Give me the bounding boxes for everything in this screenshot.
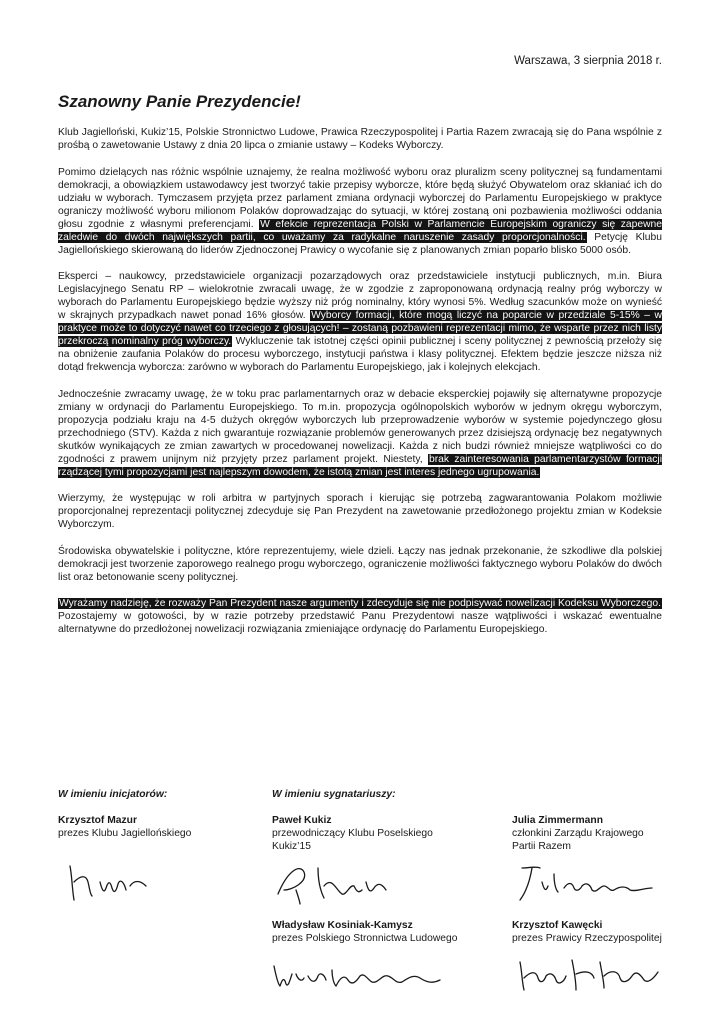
highlighted-text: Wyrażamy nadzieję, że rozważy Pan Prezydent nasze argumenty i zdecyduje się nie podpisywać nowelizacji Kodeksu Wyborczego.: [59, 598, 661, 609]
paragraph-2-text: Pomimo dzielących nas różnic wspólnie uznajemy, że realna możliwość wyboru oraz pluralizm sceny politycznej są fundamentami demokracji, a obowiązkiem ustawodawcy jest tworzyć takie przepisy wyborcze, które będą służyć Obywatelom oraz skłaniać ich do udziału w wyborach. Tymczasem przyjęta przez parlament zmiana ordynacji wyborczej do Parlamentu Europejskiego w praktyce ograniczy możliwość wyboru milionom Polaków doprowadzając do sytuacji, w której zostaną oni pozbawienia możliwości oddania głosu zgodnie z własnymi preferencjami.: [58, 166, 662, 230]
paragraph-7: [58, 597, 662, 636]
initiators-column: [58, 788, 258, 840]
paragraph-4-text: Jednocześnie zwracamy uwagę, że w toku prac parlamentarnych oraz w debacie eksperckiej pojawiły się alternatywne propozycje zmiany w ordynacji do Parlamentu Europejskiego. To m.in. propozycja ogólnopolskich wyborów w jednym okręgu wyborczym, propozycja podziału kraju na 4-5 dużych okręgów wyborczych lub przeprowadzenie wyborów w systemie pojedynczego głosu przechodniego (STV). Każda z nich gwarantuje rozwiązanie problemów generowanych przez dzisiejszą ordynację bez negatywnych skutków wynikających ze zmian zawartych w procedowanej nowelizacji. Każda z nich budzi również mniejsze wątpliwości co do zgodności z prawem unijnym niż przyjęty przez parlament projekt. Niestety,: [58, 388, 662, 465]
signatories-column: [272, 788, 492, 853]
paragraph-2-text-end: Petycję Klubu Jagiellońskiego skierowaną do liderów Zjednoczonej Prawicy o wycofanie się z planowanych zmian poparło blisko 5000 osób.: [58, 231, 662, 256]
signer-name-kosiniak: Władysław Kosiniak-Kamysz: [272, 920, 413, 931]
highlighted-text: Wyborcy formacji, które mogą liczyć na poparcie w przedziale 5-15% – w praktyce może to dotyczyć nawet co trzeciego z głosujących! – zostaną pozbawieni reprezentacji mimo, że wsparte przez nich listy przekroczą nominalny próg wyborczy.: [58, 310, 662, 347]
kosiniak-block: [272, 919, 502, 945]
signer-role-kukiz: przewodniczący Klubu Poselskiego: [272, 828, 433, 839]
signer-name-kukiz: Paweł Kukiz: [272, 815, 332, 826]
paragraph-4: [58, 388, 662, 479]
salutation: Szanowny Panie Prezydencie!: [58, 92, 301, 111]
signer-role-zimmermann-2: Partii Razem: [512, 841, 571, 852]
signature-kukiz-image: [270, 860, 400, 906]
paragraph-2: [58, 166, 662, 257]
highlighted-text: W efekcie reprezentacja Polski w Parlamencie Europejskim ograniczy się zapewne zaledwie do dwóch największych partii, co uważamy za radykalne naruszenie zasady proporcjonalności.: [58, 218, 662, 243]
initiators-heading: W imieniu inicjatorów:: [58, 789, 168, 800]
paragraph-3-text: Eksperci – naukowcy, przedstawiciele organizacji pozarządowych oraz przedstawiciele instytucji publicznych, m.in. Biura Legislacyjnego Senatu RP – wielokrotnie zwracali uwagę, że w zgodzie z zaproponowaną ordynacją realny próg wyborczy w wyborach do Parlamentu Europejskiego będzie wyższy niż próg nominalny, który wynosi 5%. Według szacunków może on wynieść w skrajnych przypadkach nawet ponad 16% głosów.: [58, 271, 662, 321]
signature-mazur-image: [60, 860, 160, 906]
kawecki-block: [512, 919, 692, 945]
signer-name-zimmermann: Julia Zimmermann: [512, 815, 603, 826]
highlighted-text: brak zainteresowania parlamentarzystów formacji rządzącej tymi propozycjami jest najlepszym dowodem, że istotą zmian jest interes jednego ugrupowania.: [58, 453, 662, 478]
paragraph-5: Wierzymy, że występując w roli arbitra w partyjnych sporach i kierując się potrzebą zagwarantowania Polakom możliwie proporcjonalnej reprezentacji politycznej zdecyduje się Pan Prezydent na zawetowanie przedłożonego projektu zmian w Kodeksie Wyborczym.: [58, 493, 662, 530]
paragraph-6: Środowiska obywatelskie i polityczne, które reprezentujemy, wiele dzieli. Łączy nas jednak przekonanie, że szkodliwe dla polskiej demokracji jest tworzenie zaporowego realnego progu wyborczego, ograniczenie możliwości faktycznego wyboru Polaków do dwóch list oraz betonowanie sceny politycznej.: [58, 545, 662, 583]
signatories-heading: W imieniu sygnatariuszy:: [272, 789, 396, 800]
signer-role-kosiniak: prezes Polskiego Stronnictwa Ludowego: [272, 933, 458, 944]
zimmermann-block: [512, 814, 692, 853]
paragraph-3-text-end: Wykluczenie tak istotnej części opinii publicznej i sceny politycznej z pewnością przełoży się na obniżenie zaufania Polaków do procesu wyborczego, instytucji państwa i klasy politycznej. Efektem będzie jeszcze niższa niż dotąd frekwencja wyborcza: zarówno w wyborach do Parlamentu Europejskiego, jak i kolejnych elekcjach.: [58, 336, 662, 373]
signature-zimmermann-image: [510, 860, 670, 906]
signature-kosiniak-image: [268, 956, 458, 996]
signature-kawecki-image: [510, 952, 670, 998]
signer-name-kawecki: Krzysztof Kawęcki: [512, 920, 603, 931]
signer-name-mazur: Krzysztof Mazur: [58, 815, 137, 826]
letter-date: Warszawa, 3 sierpnia 2018 r.: [514, 55, 662, 67]
paragraph-7-text: Pozostajemy w gotowości, by w razie potrzeby przedstawić Panu Prezydentowi nasze wątpliwości i wskazać ewentualne alternatywne do przedłożonej nowelizacji rozwiązania zmieniające ordynację do Parlamentu Europejskiego.: [58, 611, 662, 635]
paragraph-1: Klub Jagielloński, Kukiz’15, Polskie Stronnictwo Ludowe, Prawica Rzeczypospolitej i Partia Razem zwracają się do Pana wspólnie z prośbą o zawetowanie Ustawy z dnia 20 lipca o zmianie ustawy – Kodeks Wyborczy.: [58, 127, 662, 151]
signer-role-kawecki: prezes Prawicy Rzeczypospolitej: [512, 933, 662, 944]
signer-role-zimmermann: członkini Zarządu Krajowego: [512, 828, 644, 839]
paragraph-3: [58, 270, 662, 374]
signer-role-kukiz-2: Kukiz’15: [272, 841, 311, 852]
letter-body: [58, 126, 662, 650]
signer-role-mazur: prezes Klubu Jagiellońskiego: [58, 828, 192, 839]
